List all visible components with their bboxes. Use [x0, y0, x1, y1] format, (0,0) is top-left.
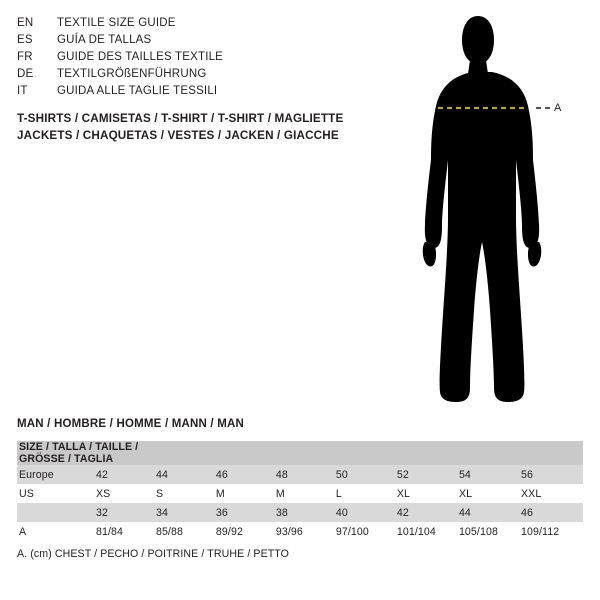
mannequin-figure: [400, 10, 600, 410]
cell: 42: [96, 465, 156, 484]
cell: XL: [459, 484, 521, 503]
garment-type-block: [17, 110, 417, 144]
language-list: [17, 17, 397, 102]
table-row: [17, 522, 583, 541]
cell: 109/112: [521, 522, 583, 541]
cell: 46: [521, 503, 583, 522]
table-heading-man: MAN / HOMBRE / HOMME / MANN / MAN: [17, 418, 245, 430]
cell: 89/92: [216, 522, 276, 541]
cell: 56: [521, 465, 583, 484]
cell: 42: [397, 503, 459, 522]
cell: XL: [397, 484, 459, 503]
cell: 93/96: [276, 522, 336, 541]
cell: S: [156, 484, 216, 503]
cell: 38: [276, 503, 336, 522]
language-code: ES: [17, 34, 33, 46]
cell: 50: [336, 465, 397, 484]
cell: 85/88: [156, 522, 216, 541]
language-row: [17, 85, 397, 102]
callout-label-a: A: [554, 102, 562, 114]
cell: 44: [156, 465, 216, 484]
cell: XXL: [521, 484, 583, 503]
language-code: IT: [17, 85, 28, 97]
garment-line-tshirts: T-SHIRTS / CAMISETAS / T-SHIRT / T-SHIRT / MAGLIETTE: [17, 112, 344, 125]
cell: 101/104: [397, 522, 459, 541]
language-row: [17, 68, 397, 85]
table-header-label: SIZE / TALLA / TAILLE / GRÖSSE / TAGLIA: [17, 441, 156, 465]
row-label: [17, 503, 96, 522]
cell: 48: [276, 465, 336, 484]
cell: 81/84: [96, 522, 156, 541]
language-text: TEXTILE SIZE GUIDE: [57, 17, 176, 29]
language-code: FR: [17, 51, 33, 63]
cell: L: [336, 484, 397, 503]
mannequin-silhouette-icon: [400, 10, 600, 410]
cell: 36: [216, 503, 276, 522]
cell: 97/100: [336, 522, 397, 541]
language-code: EN: [17, 17, 34, 29]
cell: 44: [459, 503, 521, 522]
cell: 46: [216, 465, 276, 484]
language-code: DE: [17, 68, 34, 80]
table-row: [17, 503, 583, 522]
table-row: [17, 484, 583, 503]
cell: 32: [96, 503, 156, 522]
language-text: GUIDA ALLE TAGLIE TESSILI: [57, 85, 218, 97]
language-row: [17, 34, 397, 51]
row-label: A: [17, 522, 96, 541]
size-table: [17, 441, 583, 541]
language-text: TEXTILGRÖßENFÜHRUNG: [57, 68, 207, 80]
cell: M: [276, 484, 336, 503]
garment-line-jackets: JACKETS / CHAQUETAS / VESTES / JACKEN / GIACCHE: [17, 129, 339, 142]
cell: XS: [96, 484, 156, 503]
table-header-row: [17, 441, 583, 465]
language-row: [17, 51, 397, 68]
cell: 34: [156, 503, 216, 522]
row-label: US: [17, 484, 96, 503]
table-row: [17, 465, 583, 484]
row-label: Europe: [17, 465, 96, 484]
cell: 105/108: [459, 522, 521, 541]
cell: 40: [336, 503, 397, 522]
cell: M: [216, 484, 276, 503]
cell: 52: [397, 465, 459, 484]
language-row: [17, 17, 397, 34]
language-text: GUÍA DE TALLAS: [57, 34, 152, 46]
table-footnote: A. (cm) CHEST / PECHO / POITRINE / TRUHE / PETTO: [17, 548, 290, 560]
language-text: GUIDE DES TAILLES TEXTILE: [57, 51, 224, 63]
cell: 54: [459, 465, 521, 484]
